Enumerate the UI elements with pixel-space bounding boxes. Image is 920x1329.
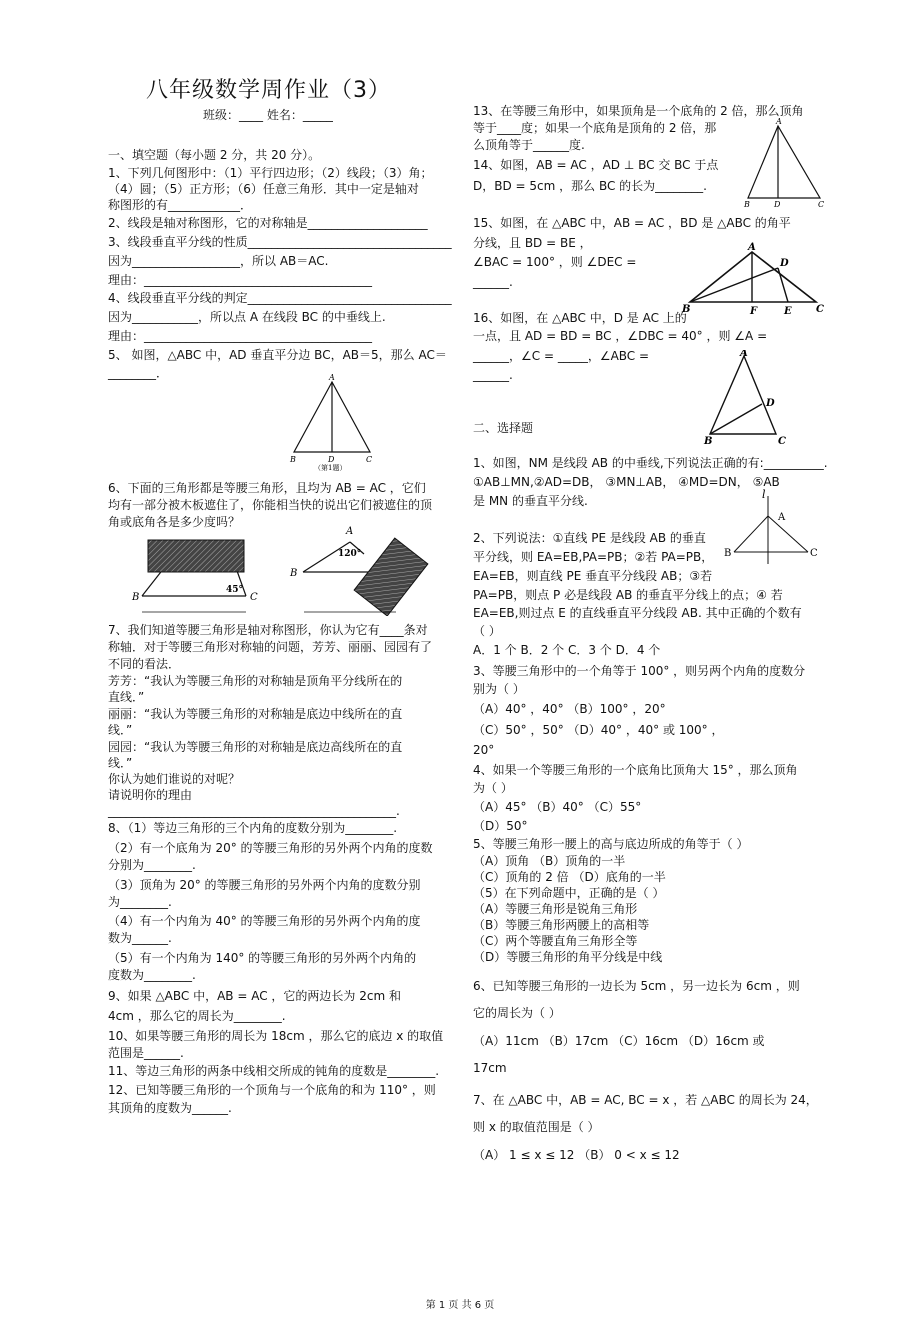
left-text-line: 其顶角的度数为______. — [108, 1101, 232, 1115]
label-c: C — [250, 592, 258, 603]
left-text-line: （2）有一个底角为 20° 的等腰三角形的另外两个内角的度数 — [108, 841, 433, 855]
label-f: F — [750, 306, 758, 317]
right-text-line: 2、下列说法：①直线 PE 是线段 AB 的垂直 — [473, 531, 706, 545]
page-title: 八年级数学周作业（3） — [146, 78, 391, 103]
angle-45-label: 45° — [226, 585, 244, 595]
left-text-line: 园园：“我认为等腰三角形的对称轴是底边高线所在的直 — [108, 740, 403, 754]
right-text-line: 平分线，则 EA=EB,PA=PB；②若 PA=PB， — [473, 550, 714, 564]
right-text-line: A．1 个 B．2 个 C．3 个 D．4 个 — [473, 643, 661, 657]
left-text-line: 3、线段垂直平分线的性质__________________________________ — [108, 235, 452, 249]
left-text-line: 请说明你的理由 — [108, 788, 193, 802]
right-text-line: 7、在 △ABC 中，AB = AC, BC = x ，若 △ABC 的周长为 24， — [473, 1093, 818, 1107]
angle-120-label: 120° — [338, 549, 362, 559]
right-text-line: ①AB⊥MN,②AD=DB， ③MN⊥AB， ④MD=DN， ⑤AB — [473, 475, 780, 489]
left-text-line: 称轴．对于等腰三角形对称轴的问题，芳芳、丽丽、园园有了 — [108, 640, 433, 654]
label-d: D — [774, 200, 781, 208]
left-text-line: 均有一部分被木板遮住了，你能相当快的说出它们被遮住的顶 — [108, 498, 433, 512]
figure-q14-triangle — [740, 116, 830, 208]
left-text-line: 芳芳：“我认为等腰三角形的对称轴是顶角平分线所在的 — [108, 674, 403, 688]
page-footer: 第 1 页 共 6 页 — [425, 1300, 495, 1311]
left-text-line: 称图形的有____________． — [108, 198, 253, 212]
label-b: B — [704, 436, 713, 446]
left-text-line: 度数为________. — [108, 968, 196, 982]
right-text-line: 一点，且 AD = BD = BC ，∠DBC = 40° ，则 ∠A = — [473, 329, 768, 343]
right-text-line: 5、等腰三角形一腰上的高与底边所成的角等于（ ） — [473, 837, 749, 851]
right-text-line: 20° — [473, 743, 495, 757]
right-text-line: 1、如图，NM 是线段 AB 的中垂线,下列说法正确的有:__________. — [473, 456, 828, 470]
figure-q16-triangle — [700, 350, 796, 446]
right-text-line: 它的周长为（ ） — [473, 1006, 561, 1020]
right-text-line: 分线，且 BD = BE ， — [473, 236, 592, 250]
right-text-line: 是 MN 的垂直平分线. — [473, 494, 588, 508]
label-a: A — [346, 526, 354, 537]
left-text-line: 4、线段垂直平分线的判定__________________________________ — [108, 291, 452, 305]
right-text-line: （D）等腰三角形的角平分线是中线 — [473, 950, 663, 964]
left-text-line: 8、（1）等边三角形的三个内角的度数分别为________. — [108, 821, 398, 835]
left-text-line: 角或底角各是多少度吗？ — [108, 515, 241, 529]
right-text-line: D，BD = 5cm ，那么 BC 的长为________. — [473, 179, 707, 193]
label-d: D — [780, 258, 789, 269]
label-b: B — [744, 200, 750, 208]
right-text-line: （A）40° ，40° （B）100° ，20° — [473, 702, 666, 716]
left-text-line: 10、如果等腰三角形的周长为 18cm ，那么它的底边 x 的取值 — [108, 1029, 444, 1043]
left-text-line: （4）有一个内角为 40° 的等腰三角形的另外两个内角的度 — [108, 914, 421, 928]
figure-q15-triangle — [680, 240, 830, 318]
figure-caption: （第1题） — [314, 464, 347, 472]
label-a: A — [740, 350, 748, 359]
label-b: B — [132, 592, 140, 603]
right-text-line: （C）50° ，50° （D）40° ，40° 或 100° ， — [473, 723, 724, 737]
right-text-line: （A）45° （B）40° （C）55° — [473, 800, 642, 814]
left-text-line: 9、如果 △ABC 中，AB = AC ，它的两边长为 2cm 和 — [108, 989, 401, 1003]
figure-choice1-perpendicular-bisector — [720, 486, 824, 566]
right-text-line: （C）两个等腰直角三角形全等 — [473, 934, 638, 948]
left-text-line: 6、下面的三角形都是等腰三角形，且均为 AB = AC ，它们 — [108, 481, 426, 495]
right-text-line: 14、如图，AB = AC ，AD ⊥ BC 交 BC 于点 — [473, 158, 719, 172]
left-text-line: 直线．” — [108, 690, 145, 704]
left-text-line: ________． — [108, 366, 169, 380]
left-text-line: 范围是______. — [108, 1046, 184, 1060]
left-text-line: 因为___________，所以点 A 在线段 BC 的中垂线上. — [108, 310, 386, 324]
right-text-line: （5）在下列命题中，正确的是（ ） — [473, 886, 665, 900]
right-text-line: （A）11cm （B）17cm （C）16cm （D）16cm 或 — [473, 1034, 765, 1048]
right-text-line: （B）等腰三角形两腰上的高相等 — [473, 918, 650, 932]
right-text-line: EA=EB，则直线 PE 垂直平分线段 AB；③若 — [473, 569, 713, 583]
right-text-line: 6、已知等腰三角形的一边长为 5cm ，另一边长为 6cm ，则 — [473, 979, 800, 993]
left-text-line: 理由：______________________________________ — [108, 273, 373, 287]
left-text-line: ________________________________________________. — [108, 804, 400, 818]
class-name-line: 班级：____ 姓名：_____ — [203, 108, 333, 122]
left-text-line: 12、已知等腰三角形的一个顶角与一个底角的和为 110° ，则 — [108, 1083, 436, 1097]
label-a: A — [329, 373, 335, 382]
right-text-line: 为（ ） — [473, 781, 513, 795]
right-text-line: ∠BAC = 100° ，则 ∠DEC = — [473, 255, 637, 269]
left-text-line: 不同的看法． — [108, 657, 181, 671]
left-text-line: 因为__________________，所以 AB＝AC. — [108, 254, 329, 268]
right-text-line: （A）顶角 （B）顶角的一半 — [473, 854, 626, 868]
figure-q5-triangle — [284, 372, 380, 472]
right-text-line: 17cm — [473, 1061, 507, 1075]
label-c: C — [816, 304, 824, 315]
right-text-line: （C）顶角的 2 倍 （D）底角的一半 — [473, 870, 666, 884]
right-text-line: （D）50° — [473, 819, 528, 833]
right-text-line: 么顶角等于______度. — [473, 138, 585, 152]
left-text-line: 你认为她们谁说的对呢？ — [108, 772, 241, 786]
label-a: A — [776, 117, 782, 126]
left-text-line: （5）有一个内角为 140° 的等腰三角形的另外两个内角的 — [108, 951, 417, 965]
left-text-line: 丽丽：“我认为等腰三角形的对称轴是底边中线所在的直 — [108, 707, 403, 721]
right-text-line: EA=EB,则过点 E 的直线垂直平分线段 AB. 其中正确的个数有 — [473, 606, 802, 620]
left-text-line: 11、等边三角形的两条中线相交所成的钝角的度数是________. — [108, 1064, 440, 1078]
right-text-line: 等于____度；如果一个底角是顶角的 2 倍，那 — [473, 121, 717, 135]
left-text-line: （3）顶角为 20° 的等腰三角形的另外两个内角的度数分别 — [108, 878, 421, 892]
left-text-line: 线．” — [108, 723, 133, 737]
label-c: C — [810, 548, 818, 559]
left-text-line: 理由：______________________________________ — [108, 329, 373, 343]
label-a: A — [748, 242, 756, 253]
left-text-line: 为________. — [108, 895, 172, 909]
right-text-line: （ ） — [473, 624, 501, 638]
left-text-line: （4）圆；（5）正方形；（6）任意三角形．其中一定是轴对 — [108, 182, 419, 196]
label-e: E — [784, 306, 792, 317]
left-text-line: 7、我们知道等腰三角形是轴对称图形，你认为它有____条对 — [108, 623, 428, 637]
right-text-line: 则 x 的取值范围是（ ） — [473, 1120, 600, 1134]
left-text-line: 5、 如图，△ABC 中，AD 垂直平分边 BC，AB＝5，那么 AC＝ — [108, 348, 447, 362]
right-text-line: ______，∠C = _____，∠ABC = — [473, 349, 650, 363]
right-text-line: 别为（ ） — [473, 682, 525, 696]
label-d: D — [766, 398, 775, 409]
label-c: C — [366, 455, 373, 464]
right-text-line: PA=PB，则点 P 必是线段 AB 的垂直平分线上的点；④ 若 — [473, 588, 783, 602]
label-b: B — [290, 455, 296, 464]
label-c: C — [778, 436, 786, 446]
right-text-line: 二、选择题 — [473, 421, 534, 435]
label-c: C — [818, 200, 825, 208]
left-text-line: 一、填空题（每小题 2 分，共 20 分）。 — [108, 148, 321, 162]
right-text-line: 13、在等腰三角形中，如果顶角是一个底角的 2 倍，那么顶角 — [473, 104, 804, 118]
label-d: D — [328, 455, 335, 464]
label-b: B — [724, 548, 732, 559]
right-text-line: ______. — [473, 275, 513, 289]
right-text-line: 3、等腰三角形中的一个角等于 100° ，则另两个内角的度数分 — [473, 664, 806, 678]
left-text-line: 4cm ，那么它的周长为________. — [108, 1009, 286, 1023]
label-l: l — [762, 488, 766, 501]
right-text-line: 15、如图，在 △ABC 中，AB = AC ，BD 是 △ABC 的角平 — [473, 216, 791, 230]
label-b: B — [682, 304, 691, 315]
right-text-line: 16、如图，在 △ABC 中，D 是 AC 上的 — [473, 311, 687, 325]
right-text-line: （A）等腰三角形是锐角三角形 — [473, 902, 638, 916]
right-text-line: （A） 1 ≤ x ≤ 12 （B） 0 < x ≤ 12 — [473, 1148, 680, 1162]
label-a: A — [778, 512, 786, 523]
right-text-line: 4、如果一个等腰三角形的一个底角比顶角大 15° ，那么顶角 — [473, 763, 798, 777]
label-b: B — [290, 568, 298, 579]
left-text-line: 2、线段是轴对称图形，它的对称轴是____________________ — [108, 216, 428, 230]
figure-q6-covered-triangles — [128, 524, 448, 616]
right-text-line: ______. — [473, 368, 513, 382]
left-text-line: 1、下列几何图形中：（1）平行四边形；（2）线段；（3）角； — [108, 166, 433, 180]
left-text-line: 分别为________. — [108, 858, 196, 872]
left-text-line: 数为______. — [108, 931, 172, 945]
left-text-line: 线．” — [108, 756, 133, 770]
